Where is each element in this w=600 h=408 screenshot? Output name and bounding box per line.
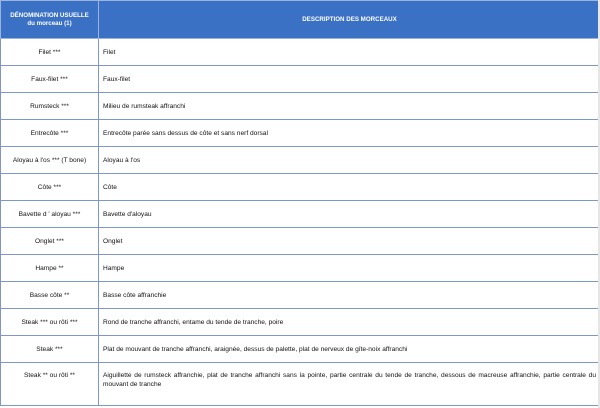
cut-name-cell: Aloyau à l'os *** (T bone) <box>1 147 99 174</box>
cut-name-cell: Filet *** <box>1 39 99 66</box>
cut-name-cell: Steak ** ou rôti ** <box>1 363 99 406</box>
cut-name-cell: Steak *** <box>1 336 99 363</box>
table-row <box>1 309 600 336</box>
cut-name-cell: Faux-filet *** <box>1 66 99 93</box>
cut-description-cell: Aiguillette de rumsteck affranchie, plat de tranche affranchi sans la pointe, partie centrale du tende de tranche, dessous de macreuse affranchie, partie centrale du mouvant de tranche <box>99 363 600 406</box>
cut-description-cell: Rond de tranche affranchi, entame du tende de tranche, poire <box>99 309 600 336</box>
cut-name-cell: Basse côte ** <box>1 282 99 309</box>
cut-name-cell: Côte *** <box>1 174 99 201</box>
cut-name-cell: Steak *** ou rôti *** <box>1 309 99 336</box>
cut-description-cell: Bavette d'aloyau <box>99 201 600 228</box>
cut-description-cell: Onglet <box>99 228 600 255</box>
table-row <box>1 336 600 363</box>
table-row <box>1 255 600 282</box>
table-row <box>1 174 600 201</box>
cut-description-cell: Basse côte affranchie <box>99 282 600 309</box>
cut-description-cell: Entrecôte parée sans dessus de côte et sans nerf dorsal <box>99 120 600 147</box>
cut-name-cell: Onglet *** <box>1 228 99 255</box>
cut-name-cell: Hampe ** <box>1 255 99 282</box>
table-row <box>1 282 600 309</box>
cut-description-cell: Filet <box>99 39 600 66</box>
table-row <box>1 147 600 174</box>
table-row <box>1 201 600 228</box>
column-header-name-line1: DÉNOMINATION USUELLE <box>10 11 89 19</box>
cut-name-cell: Entrecôte *** <box>1 120 99 147</box>
table-row <box>1 93 600 120</box>
column-header-name-line2: du morceau (1) <box>27 19 72 27</box>
table-row <box>1 120 600 147</box>
cut-name-cell: Bavette d ' aloyau *** <box>1 201 99 228</box>
table-row <box>1 39 600 66</box>
table-row <box>1 66 600 93</box>
column-header-name <box>1 1 99 39</box>
cut-name-cell: Rumsteck *** <box>1 93 99 120</box>
cut-description-cell: Plat de mouvant de tranche affranchi, araignée, dessus de palette, plat de nerveux de gîte-noix affranchi <box>99 336 600 363</box>
table-body <box>1 39 600 406</box>
table-header <box>1 1 600 39</box>
column-header-description: DESCRIPTION DES MORCEAUX <box>99 1 600 39</box>
cut-description-cell: Aloyau à l'os <box>99 147 600 174</box>
cut-description-cell: Hampe <box>99 255 600 282</box>
cut-description-cell: Côte <box>99 174 600 201</box>
cut-description-cell: Faux-filet <box>99 66 600 93</box>
table-row <box>1 228 600 255</box>
cut-description-cell: Milieu de rumsteak affranchi <box>99 93 600 120</box>
table-row <box>1 363 600 406</box>
